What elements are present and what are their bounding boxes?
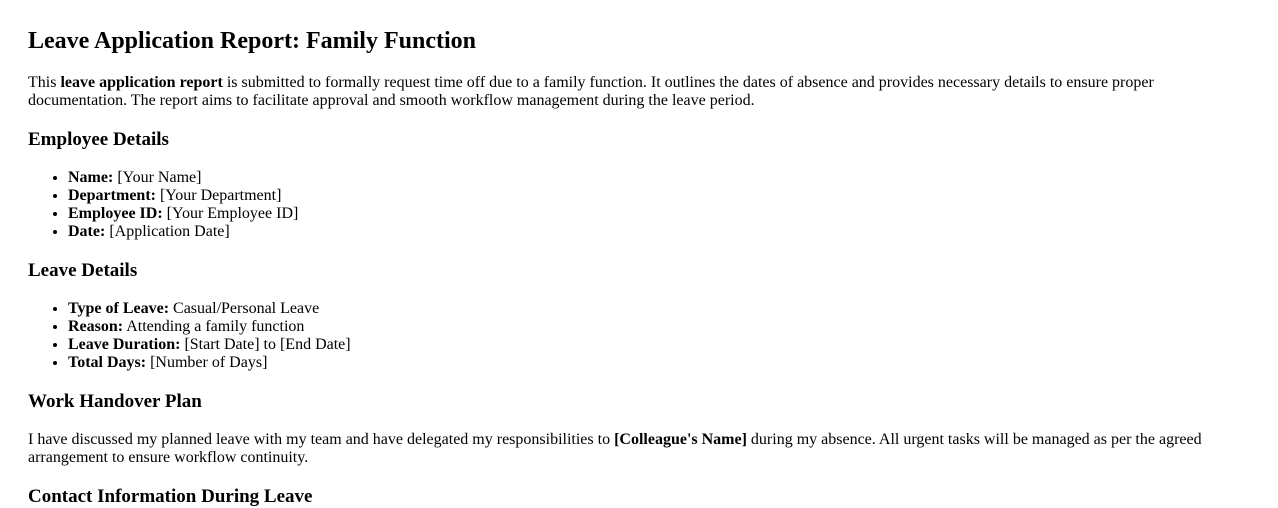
list-item — [68, 205, 1250, 223]
employee-details-list — [28, 169, 1250, 241]
leave-details-list — [28, 300, 1250, 372]
colleague-name: [Colleague's Name] — [614, 431, 747, 448]
item-label: Employee ID: — [68, 205, 163, 222]
list-item — [68, 354, 1250, 372]
intro-text: This — [28, 74, 61, 91]
handover-paragraph — [28, 431, 1250, 467]
item-label: Reason: — [68, 318, 124, 335]
item-label: Date: — [68, 223, 106, 240]
handover-text: during my absence. All urgent tasks will be managed as per the agreed arrangement to ensure workflow continuity. — [28, 431, 1202, 466]
list-item — [68, 318, 1250, 336]
contact-information-heading: Contact Information During Leave — [28, 486, 313, 507]
item-value: [Number of Days] — [146, 354, 268, 371]
leave-details-heading: Leave Details — [28, 260, 138, 281]
item-label: Department: — [68, 187, 156, 204]
intro-bold: leave application report — [60, 74, 223, 91]
item-value: Casual/Personal Leave — [169, 300, 320, 317]
page-title: Leave Application Report: Family Function — [28, 28, 476, 54]
work-handover-heading: Work Handover Plan — [28, 391, 202, 412]
item-label: Leave Duration: — [68, 336, 181, 353]
list-item — [68, 223, 1250, 241]
item-value: [Application Date] — [105, 223, 230, 240]
list-item — [68, 300, 1250, 318]
list-item — [68, 169, 1250, 187]
item-value: [Your Employee ID] — [162, 205, 299, 222]
intro-paragraph — [28, 74, 1250, 110]
handover-text: I have discussed my planned leave with my team and have delegated my responsibilities to — [28, 431, 615, 448]
item-value: [Your Name] — [113, 169, 202, 186]
item-value: [Start Date] to [End Date] — [180, 336, 351, 353]
intro-text: is submitted to formally request time off due to a family function. It outlines the dates of absence and provides necessary details to ensure proper documentation. The report aims to facilitate approval and smooth workflow management during the leave period. — [28, 74, 1154, 109]
employee-details-heading: Employee Details — [28, 129, 169, 150]
list-item — [68, 187, 1250, 205]
list-item — [68, 336, 1250, 354]
item-label: Name: — [68, 169, 114, 186]
item-value: [Your Department] — [155, 187, 282, 204]
item-label: Type of Leave: — [68, 300, 170, 317]
item-value: Attending a family function — [123, 318, 305, 335]
item-label: Total Days: — [68, 354, 147, 371]
